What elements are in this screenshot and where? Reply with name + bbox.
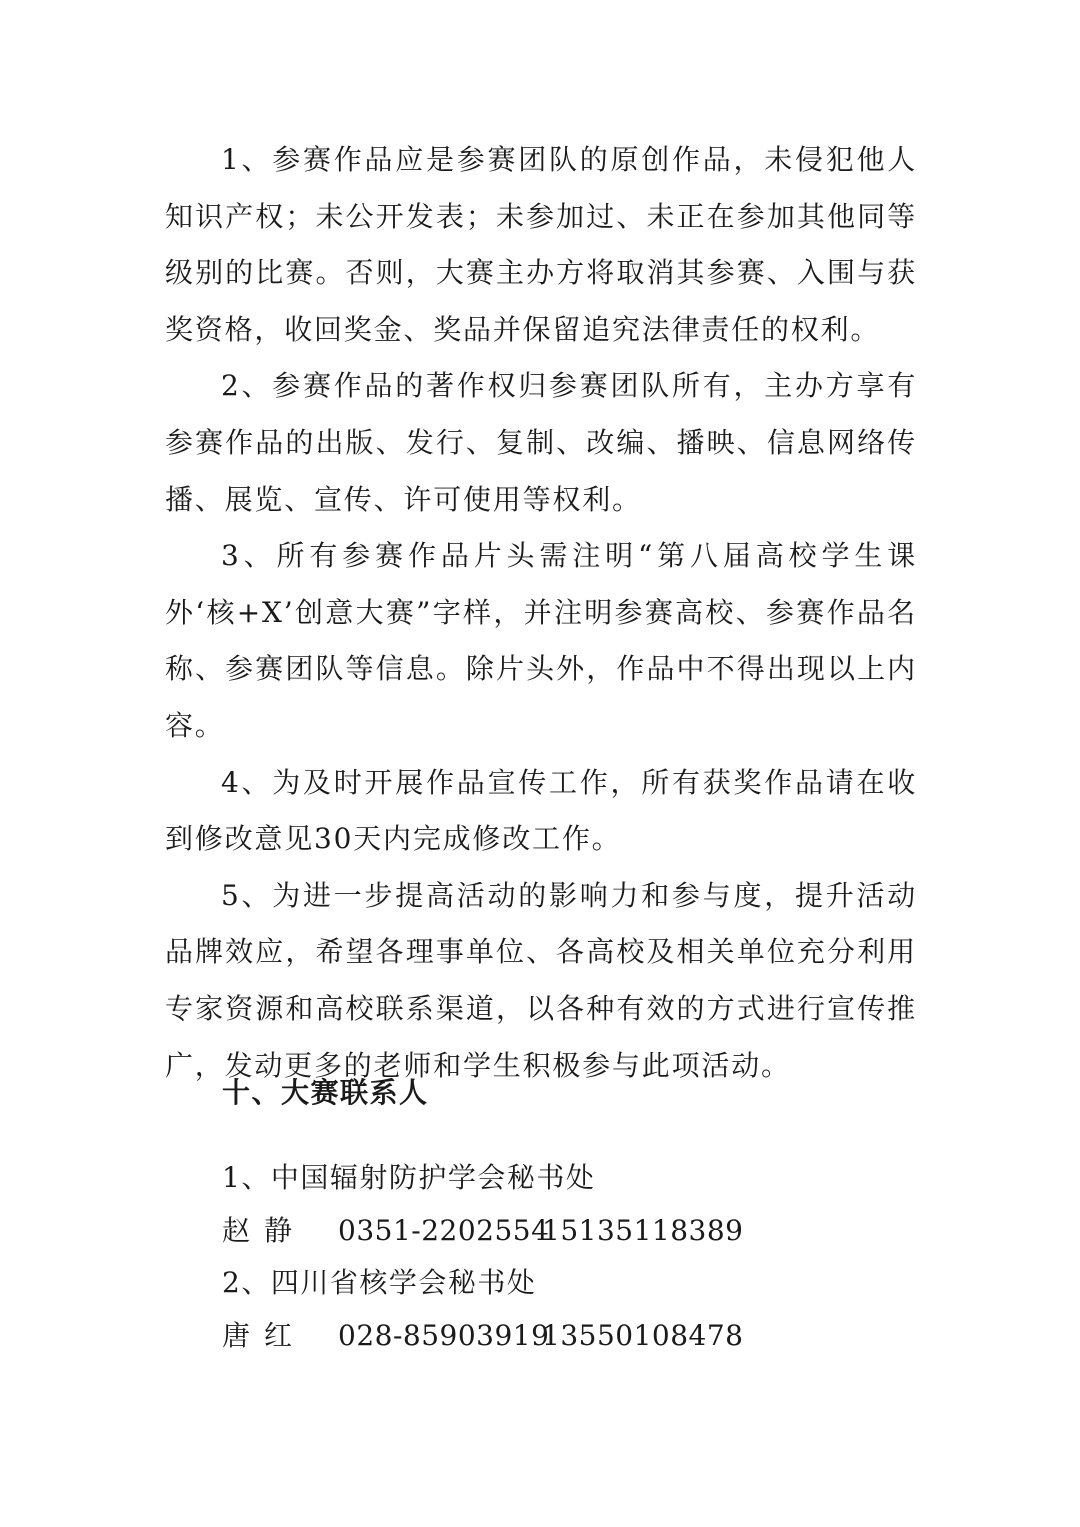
contact-phone-2: 028-85903919 bbox=[338, 1318, 550, 1352]
contact-detail-1 bbox=[222, 1205, 922, 1258]
contacts-list bbox=[222, 1152, 922, 1362]
contact-mobile-2: 13550108478 bbox=[542, 1318, 744, 1352]
rule-paragraph-1: 1、参赛作品应是参赛团队的原创作品，未侵犯他人知识产权；未公开发表；未参加过、未正在参加其他同等级别的比赛。否则，大赛主办方将取消其参赛、入围与获奖资格，收回奖金、奖品并保留追究法律责任的权利。 bbox=[165, 143, 917, 346]
rule-paragraph-3: 3、所有参赛作品片头需注明“第八届高校学生课外‘核+X’创意大赛”字样，并注明参赛高校、参赛作品名称、参赛团队等信息。除片头外，作品中不得出现以上内容。 bbox=[165, 539, 917, 742]
contact-org-2: 2、四川省核学会秘书处 bbox=[222, 1266, 537, 1299]
rule-paragraph-2: 2、参赛作品的著作权归参赛团队所有，主办方享有参赛作品的出版、发行、复制、改编、播映、信息网络传播、展览、宣传、许可使用等权利。 bbox=[165, 369, 917, 516]
contact-name-2: 唐红 bbox=[222, 1318, 307, 1352]
contact-name-1: 赵静 bbox=[222, 1213, 307, 1247]
section-heading: 十、大赛联系人 bbox=[222, 1076, 429, 1109]
rule-paragraph-4: 4、为及时开展作品宣传工作，所有获奖作品请在收到修改意见30天内完成修改工作。 bbox=[165, 765, 917, 856]
contact-org-1: 1、中国辐射防护学会秘书处 bbox=[222, 1161, 596, 1194]
contact-phone-1: 0351-2202554 bbox=[338, 1213, 550, 1247]
rule-paragraph-5: 5、为进一步提高活动的影响力和参与度，提升活动品牌效应，希望各理事单位、各高校及相关单位充分利用专家资源和高校联系渠道，以各种有效的方式进行宣传推广，发动更多的老师和学生积极参与此项活动。 bbox=[165, 878, 917, 1082]
contact-detail-2 bbox=[222, 1310, 922, 1363]
rules-section bbox=[165, 132, 917, 1094]
contact-mobile-1: 15135118389 bbox=[542, 1213, 744, 1247]
